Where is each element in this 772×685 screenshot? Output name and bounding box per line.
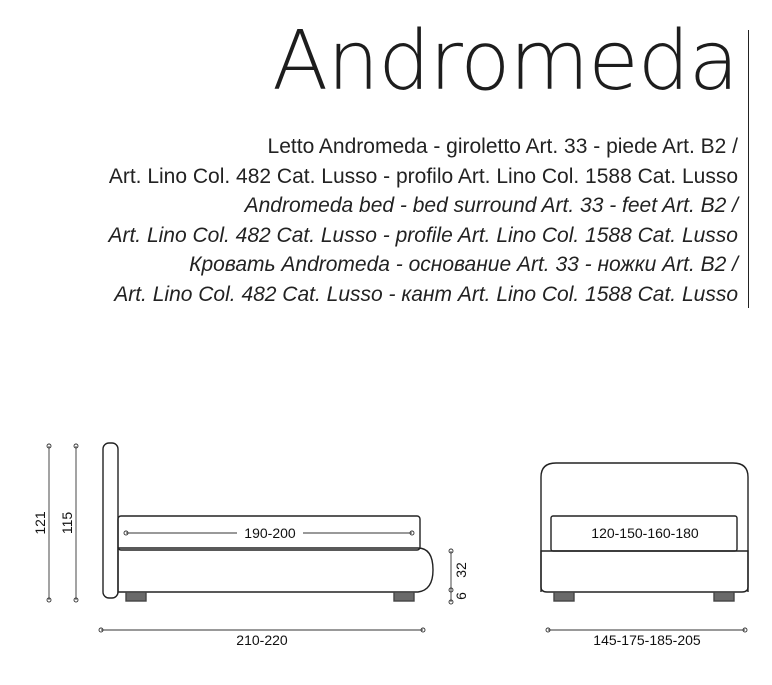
- description-it-line-2: Art. Lino Col. 482 Cat. Lusso - profilo Art. Lino Col. 1588 Cat. Lusso: [108, 164, 738, 188]
- dim-total-length: 210-220: [236, 632, 288, 648]
- description-ru-line-2: Art. Lino Col. 482 Cat. Lusso - кант Art. Lino Col. 1588 Cat. Lusso: [114, 282, 738, 306]
- dim-mattress-width: 120-150-160-180: [591, 525, 699, 541]
- dim-height-headboard: 115: [59, 511, 75, 535]
- side-headboard: [103, 443, 118, 598]
- dim-total-width: 145-175-185-205: [593, 632, 701, 648]
- front-foot-right: [714, 592, 734, 601]
- description-ru-line-1: Кровать Andromeda - основание Art. 33 - ножки Art. B2 /: [189, 253, 738, 276]
- side-foot-left: [126, 592, 146, 601]
- description-en-line-1: Andromeda bed - bed surround Art. 33 - feet Art. B2 /: [244, 194, 738, 217]
- description-it-line-1: Letto Andromeda - giroletto Art. 33 - piede Art. B2 /: [267, 135, 738, 158]
- dim-foot-height: 6: [453, 592, 469, 600]
- dim-frame-height: 32: [453, 562, 469, 578]
- side-foot-right: [394, 592, 414, 601]
- front-foot-left: [554, 592, 574, 601]
- dim-height-total: 121: [32, 511, 48, 535]
- description-en-line-2: Art. Lino Col. 482 Cat. Lusso - profile Art. Lino Col. 1588 Cat. Lusso: [108, 223, 738, 247]
- side-bed-base: [118, 548, 433, 592]
- dim-mattress-length: 190-200: [244, 525, 296, 541]
- front-bed-base: [541, 551, 748, 592]
- product-title: Andromeda: [272, 14, 738, 109]
- side-view-drawing: [103, 443, 433, 601]
